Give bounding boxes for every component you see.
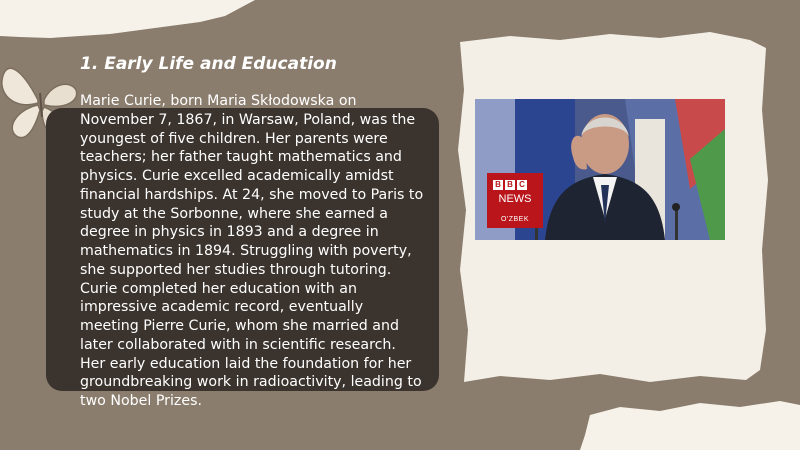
torn-paper-bottom <box>0 395 800 450</box>
bbc-letter: C <box>517 180 527 190</box>
bbc-letter: B <box>493 180 503 190</box>
body-paragraph: Marie Curie, born Maria Skłodowska on November 7, 1867, in Warsaw, Poland, was the youngest of five children. Her parents were teachers; her father taught mathematics and physics. Curie excelled academically amidst financial hardships. At 24, she moved to Paris to study at the Sorbonne, where she earned a degree in physics in 1893 and a degree in mathematics in 1894. Struggling with poverty, she supported her studies through tutoring. Curie completed her education with an impressive academic record, eventually meeting Pierre Curie, whom she married and later collaborated with in scientific research. Her early education laid the foundation for her groundbreaking work in radioactivity, leading to two Nobel Prizes. <box>80 93 424 409</box>
bbc-news-label: NEWS <box>498 193 532 205</box>
bbc-language-label: O'ZBEK <box>500 216 530 223</box>
bbc-letter: B <box>505 180 515 190</box>
bbc-letter-blocks <box>493 180 527 190</box>
news-photo <box>475 99 725 240</box>
bbc-news-logo <box>487 173 543 228</box>
section-heading: 1. Early Life and Education <box>80 54 337 74</box>
